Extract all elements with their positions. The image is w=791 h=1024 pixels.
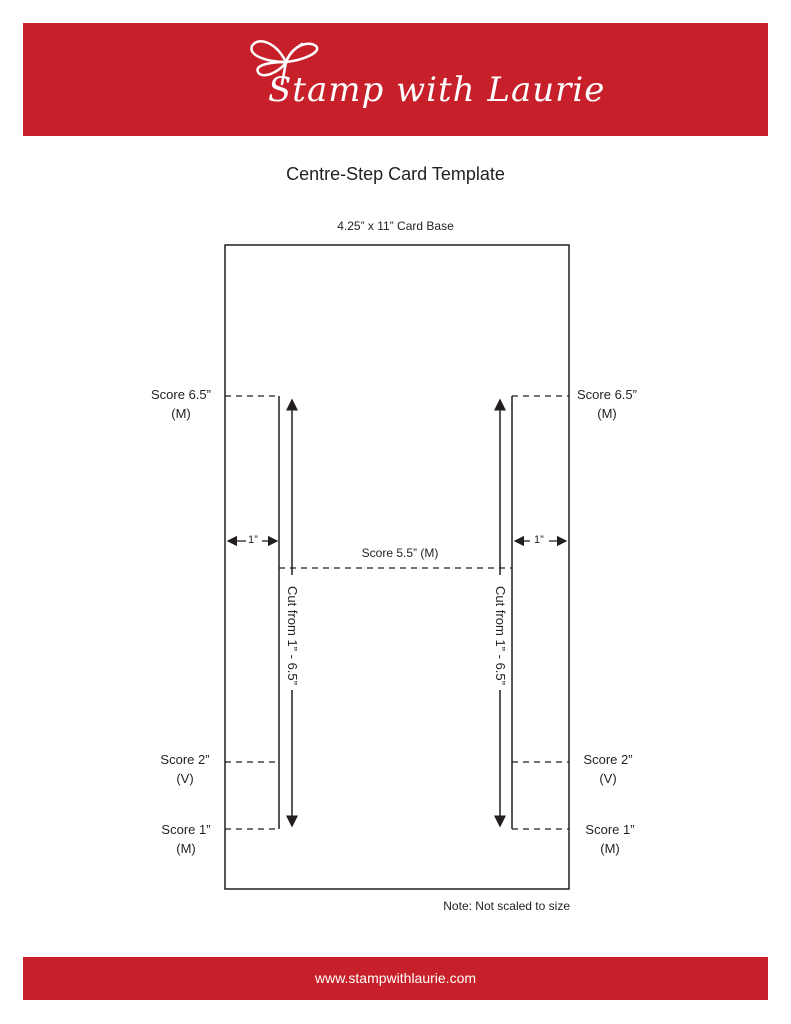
left-score-1-type: (M) xyxy=(176,841,196,856)
right-score-1-type: (M) xyxy=(600,841,620,856)
page-title: Centre-Step Card Template xyxy=(286,164,505,184)
brand-name: Stamp with Laurie xyxy=(268,70,606,110)
left-score-2-text: Score 2” xyxy=(160,752,210,767)
right-score-6-5-label xyxy=(562,385,652,423)
left-score-6-5-type: (M) xyxy=(171,406,191,421)
left-one-inch-label: 1” xyxy=(248,534,258,546)
footer-url-link[interactable]: www.stampwithlaurie.com xyxy=(314,970,477,986)
card-base-label: 4.25” x 11” Card Base xyxy=(337,219,454,233)
middle-score-label: Score 5.5” (M) xyxy=(361,546,439,560)
right-score-2-type: (V) xyxy=(599,771,617,786)
right-score-1-text: Score 1” xyxy=(585,822,635,837)
right-one-inch-label: 1” xyxy=(534,534,544,546)
right-score-6-5-type: (M) xyxy=(597,406,617,421)
left-score-1-text: Score 1” xyxy=(161,822,211,837)
card-outline xyxy=(225,245,569,889)
right-score-2-text: Score 2” xyxy=(583,752,633,767)
right-score-2-label xyxy=(563,750,653,788)
right-cut-label: Cut from 1” - 6.5” xyxy=(493,586,508,685)
scale-note: Note: Not scaled to size xyxy=(443,899,570,913)
left-score-6-5-text: Score 6.5” xyxy=(151,387,211,402)
left-score-6-5-label xyxy=(136,385,226,423)
left-score-2-type: (V) xyxy=(176,771,194,786)
left-score-1-label xyxy=(141,820,231,858)
right-score-6-5-text: Score 6.5” xyxy=(577,387,637,402)
left-cut-label: Cut from 1” - 6.5” xyxy=(285,586,300,685)
right-score-1-label xyxy=(565,820,655,858)
left-score-2-label xyxy=(140,750,230,788)
